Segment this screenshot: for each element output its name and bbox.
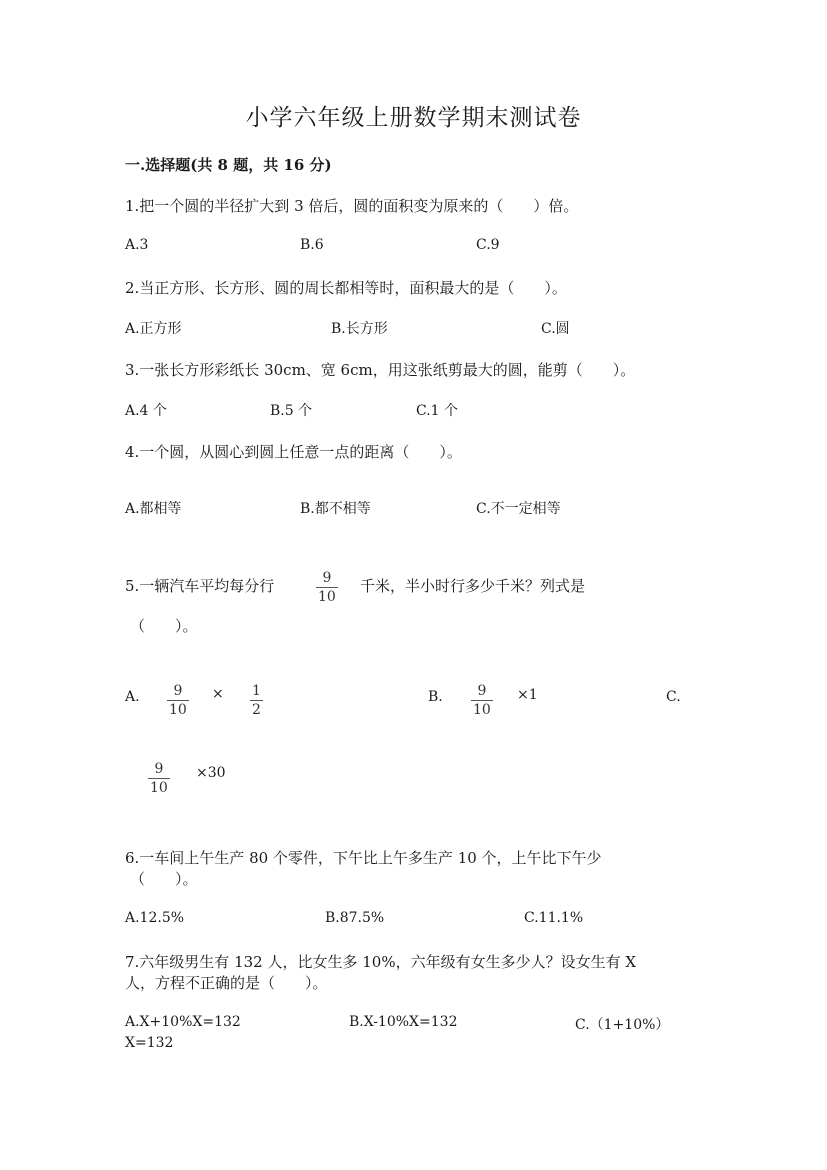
question-5-option-b-fraction	[471, 683, 493, 718]
question-7-text-line1: 7.六年级男生有 132 人，比女生多 10%，六年级有女生多少人？设女生有 X	[125, 953, 637, 971]
question-5-option-b-tail: ×1	[517, 687, 538, 703]
fraction-bar	[316, 587, 338, 588]
question-5-option-b-label: B.	[428, 689, 443, 705]
question-5-option-c-label: C.	[666, 689, 681, 705]
question-7-text-line2: 人，方程不正确的是（ ）。	[125, 974, 328, 992]
fraction-numerator: 9	[154, 761, 164, 777]
question-5-option-a-label: A.	[125, 689, 140, 705]
question-2-option-a: A.正方形	[125, 321, 182, 337]
fraction-denominator: 10	[318, 589, 336, 605]
question-7-option-c: C.（1+10%）	[575, 1017, 670, 1033]
fraction-bar	[471, 700, 493, 701]
question-5-option-c-fraction	[148, 761, 170, 796]
question-5-text-line2: （ ）。	[130, 617, 198, 635]
fraction-numerator: 9	[322, 570, 332, 586]
question-4-option-b: B.都不相等	[300, 501, 371, 517]
fraction-numerator: 9	[477, 683, 487, 699]
question-2-option-b: B.长方形	[331, 321, 388, 337]
fraction-denominator: 10	[473, 702, 491, 718]
fraction-denominator: 2	[252, 702, 261, 718]
question-3-text: 3.一张长方形彩纸长 30cm、宽 6cm，用这张纸剪最大的圆，能剪（ ）。	[125, 361, 636, 379]
fraction-denominator: 10	[150, 780, 168, 796]
question-1-option-b: B.6	[300, 237, 324, 253]
question-1-option-c: C.9	[476, 237, 500, 253]
fraction-denominator: 10	[169, 702, 187, 718]
question-7-option-c-continued: X=132	[125, 1035, 174, 1051]
question-5-option-a-fraction-1	[167, 683, 189, 718]
question-6-option-a: A.12.5%	[125, 910, 185, 926]
question-7-option-b: B.X-10%X=132	[349, 1014, 458, 1030]
question-7-option-a: A.X+10%X=132	[125, 1014, 241, 1030]
question-4-option-a: A.都相等	[125, 501, 182, 517]
fraction-numerator: 1	[252, 683, 261, 699]
fraction-bar	[167, 700, 189, 701]
page-title: 小学六年级上册数学期末测试卷	[245, 105, 582, 131]
question-4-text: 4.一个圆，从圆心到圆上任意一点的距离（ ）。	[125, 443, 462, 461]
question-6-text-line2: （ ）。	[130, 870, 198, 888]
fraction-bar	[148, 778, 170, 779]
question-6-option-c: C.11.1%	[524, 910, 584, 926]
question-6-text-line1: 6.一车间上午生产 80 个零件，下午比上午多生产 10 个，上午比下午少	[125, 849, 602, 867]
question-1-text: 1.把一个圆的半径扩大到 3 倍后，圆的面积变为原来的（ ）倍。	[125, 197, 579, 215]
question-5-fraction	[316, 570, 338, 605]
question-3-option-a: A.4 个	[125, 403, 167, 419]
question-4-option-c: C.不一定相等	[476, 501, 561, 517]
question-5-option-a-fraction-2	[250, 683, 263, 718]
question-5-text-after: 千米，半小时行多少千米？列式是	[360, 577, 586, 595]
question-5-option-a-operator: ×	[212, 686, 224, 702]
fraction-numerator: 9	[173, 683, 183, 699]
question-1-option-a: A.3	[125, 237, 149, 253]
section-heading: 一.选择题(共 8 题，共 16 分)	[125, 156, 332, 174]
question-2-option-c: C.圆	[541, 321, 570, 337]
question-6-option-b: B.87.5%	[325, 910, 385, 926]
question-5-option-c-tail: ×30	[196, 765, 226, 781]
question-3-option-c: C.1 个	[416, 403, 459, 419]
question-3-option-b: B.5 个	[270, 403, 313, 419]
question-5-text-before: 5.一辆汽车平均每分行	[125, 577, 275, 595]
question-2-text: 2.当正方形、长方形、圆的周长都相等时，面积最大的是（ ）。	[125, 279, 567, 297]
fraction-bar	[250, 700, 263, 701]
